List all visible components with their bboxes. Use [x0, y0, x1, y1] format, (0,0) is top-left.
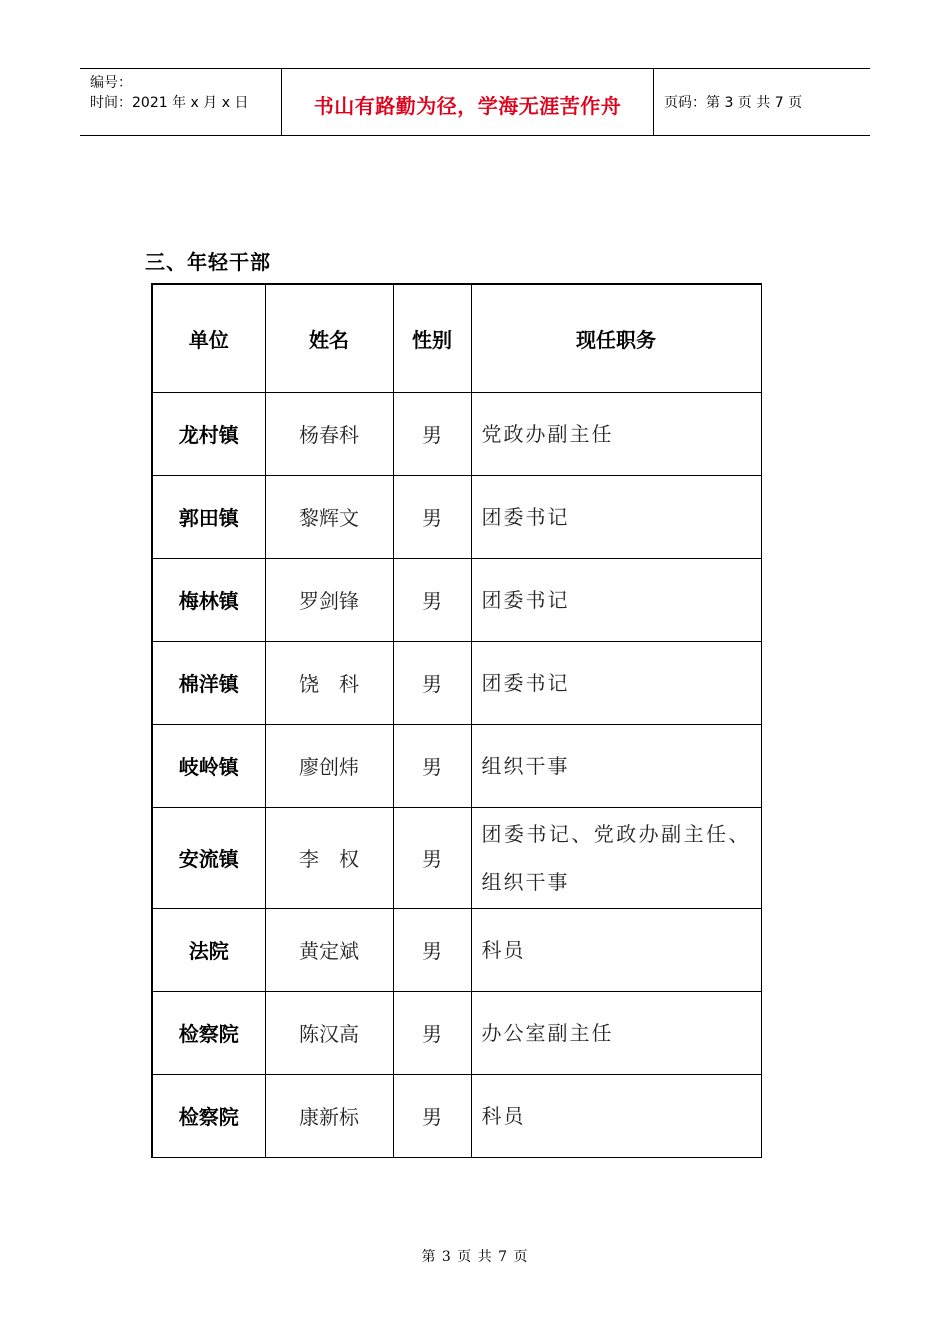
cell-name: 黄定斌 [265, 908, 393, 991]
cell-name: 饶 科 [265, 641, 393, 724]
cell-name: 李 权 [265, 807, 393, 908]
cell-sex: 男 [393, 558, 471, 641]
table-row [152, 991, 761, 1074]
cell-position: 科员 [471, 1074, 761, 1157]
cell-unit: 岐岭镇 [152, 724, 265, 807]
cell-name: 杨春科 [265, 392, 393, 475]
header-number: 编号： [90, 75, 132, 91]
cell-position: 团委书记 [471, 641, 761, 724]
cell-sex: 男 [393, 475, 471, 558]
cell-unit: 龙村镇 [152, 392, 265, 475]
header-position: 现任职务 [471, 284, 761, 392]
header-page: 页码：第 3 页 共 7 页 [664, 95, 803, 111]
cell-position: 科员 [471, 908, 761, 991]
header-motto: 书山有路勤为径，学海无涯苦作舟 [282, 69, 654, 135]
cell-name: 陈汉高 [265, 991, 393, 1074]
cell-position: 组织干事 [471, 724, 761, 807]
cell-position: 团委书记 [471, 558, 761, 641]
table-row [152, 724, 761, 807]
cell-position: 办公室副主任 [471, 991, 761, 1074]
cell-name: 廖创炜 [265, 724, 393, 807]
table-header-row [152, 284, 761, 392]
cell-sex: 男 [393, 392, 471, 475]
table-row [152, 558, 761, 641]
cell-unit: 检察院 [152, 991, 265, 1074]
cell-unit: 检察院 [152, 1074, 265, 1157]
cell-sex: 男 [393, 1074, 471, 1157]
cell-sex: 男 [393, 991, 471, 1074]
cell-name: 罗剑锋 [265, 558, 393, 641]
table-row [152, 908, 761, 991]
page-header [80, 68, 870, 136]
cell-sex: 男 [393, 908, 471, 991]
cell-position: 团委书记 [471, 475, 761, 558]
cell-unit: 梅林镇 [152, 558, 265, 641]
header-meta [80, 69, 282, 135]
table-row [152, 641, 761, 724]
page-footer: 第 3 页 共 7 页 [421, 1249, 529, 1265]
table-row [152, 1074, 761, 1157]
section-title: 三、年轻干部 [145, 250, 271, 274]
cell-sex: 男 [393, 807, 471, 908]
cell-unit: 法院 [152, 908, 265, 991]
cadre-table [151, 283, 762, 1158]
cell-name: 黎辉文 [265, 475, 393, 558]
table-row [152, 807, 761, 908]
cell-unit: 安流镇 [152, 807, 265, 908]
header-name: 姓名 [265, 284, 393, 392]
cell-sex: 男 [393, 724, 471, 807]
cell-position: 党政办副主任 [471, 392, 761, 475]
table-row [152, 392, 761, 475]
table-row [152, 475, 761, 558]
cell-position: 团委书记、党政办副主任、组织干事 [471, 807, 761, 908]
cell-name: 康新标 [265, 1074, 393, 1157]
header-sex: 性别 [393, 284, 471, 392]
cell-unit: 郭田镇 [152, 475, 265, 558]
header-time: 时间：2021 年 x 月 x 日 [90, 95, 249, 111]
cell-sex: 男 [393, 641, 471, 724]
header-unit: 单位 [152, 284, 265, 392]
cell-unit: 棉洋镇 [152, 641, 265, 724]
